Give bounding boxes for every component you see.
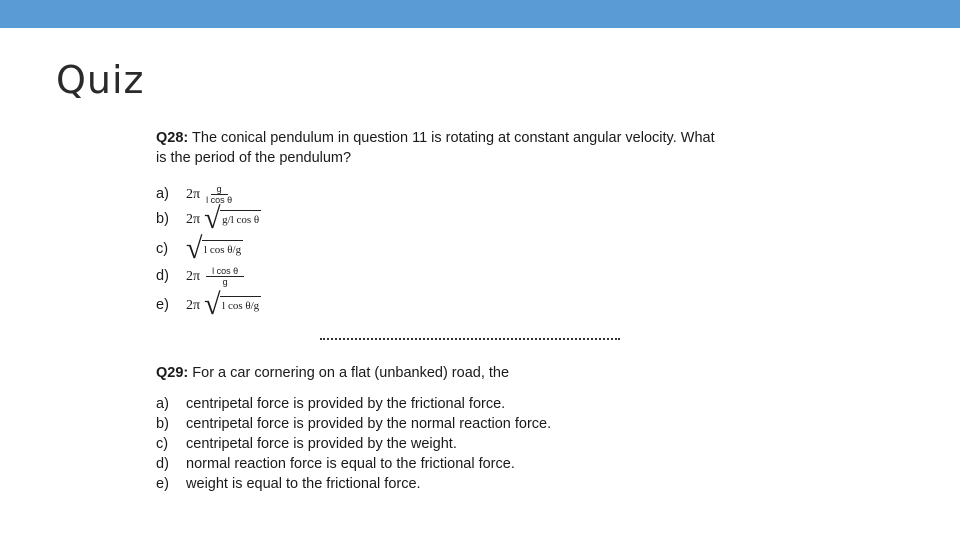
option-letter: d) <box>156 268 169 285</box>
question-28 <box>156 128 715 168</box>
question-29-text: For a car cornering on a flat (unbanked) road, the <box>192 365 510 381</box>
radicand: l cos θ/g <box>220 296 261 315</box>
question-28-label: Q28: <box>156 130 189 146</box>
fraction <box>206 266 244 287</box>
q29-option-c <box>156 436 457 452</box>
q29-option-d <box>156 456 515 472</box>
math-prefix: 2π <box>186 297 201 313</box>
math-prefix: 2π <box>186 268 201 284</box>
option-letter: b) <box>156 416 169 432</box>
fraction-numerator: g <box>211 184 228 195</box>
top-accent-bar <box>0 0 960 28</box>
fraction-numerator: l cos θ <box>206 266 244 277</box>
q28-option-b <box>156 202 261 235</box>
q28-option-c <box>156 232 243 265</box>
fraction-denominator: g <box>222 277 228 287</box>
question-28-text-line2: is the period of the pendulum? <box>156 150 352 166</box>
option-letter: e) <box>156 297 169 314</box>
option-letter: c) <box>156 241 169 258</box>
fraction-denominator: l cos θ <box>206 195 233 205</box>
radical-sign-icon: √ <box>204 202 221 235</box>
question-29-label: Q29: <box>156 365 189 381</box>
option-letter: c) <box>156 436 169 452</box>
option-text: weight is equal to the frictional force. <box>186 476 421 492</box>
q29-option-e <box>156 476 421 492</box>
option-letter: a) <box>156 396 169 412</box>
math-prefix: 2π <box>186 186 201 202</box>
square-root <box>186 232 243 265</box>
question-29 <box>156 363 509 383</box>
option-letter: b) <box>156 211 169 228</box>
radicand: l cos θ/g <box>202 240 243 259</box>
square-root <box>204 288 261 321</box>
option-text: centripetal force is provided by the weight. <box>186 436 457 452</box>
q29-option-a <box>156 396 505 412</box>
option-text: centripetal force is provided by the normal reaction force. <box>186 416 552 432</box>
q28-option-e <box>156 288 261 321</box>
radicand: g/l cos θ <box>220 210 261 229</box>
radical-sign-icon: √ <box>186 232 203 265</box>
q29-option-b <box>156 416 551 432</box>
option-letter: e) <box>156 476 169 492</box>
dotted-divider <box>320 338 620 340</box>
option-text: centripetal force is provided by the frictional force. <box>186 396 506 412</box>
question-28-text-line1: The conical pendulum in question 11 is rotating at constant angular velocity. What <box>192 130 715 146</box>
option-letter: d) <box>156 456 169 472</box>
square-root <box>204 202 261 235</box>
option-letter: a) <box>156 186 169 203</box>
slide-title: Quiz <box>56 58 145 102</box>
math-prefix: 2π <box>186 211 201 227</box>
radical-sign-icon: √ <box>204 288 221 321</box>
q28-option-d <box>156 266 244 287</box>
option-text: normal reaction force is equal to the frictional force. <box>186 456 515 472</box>
